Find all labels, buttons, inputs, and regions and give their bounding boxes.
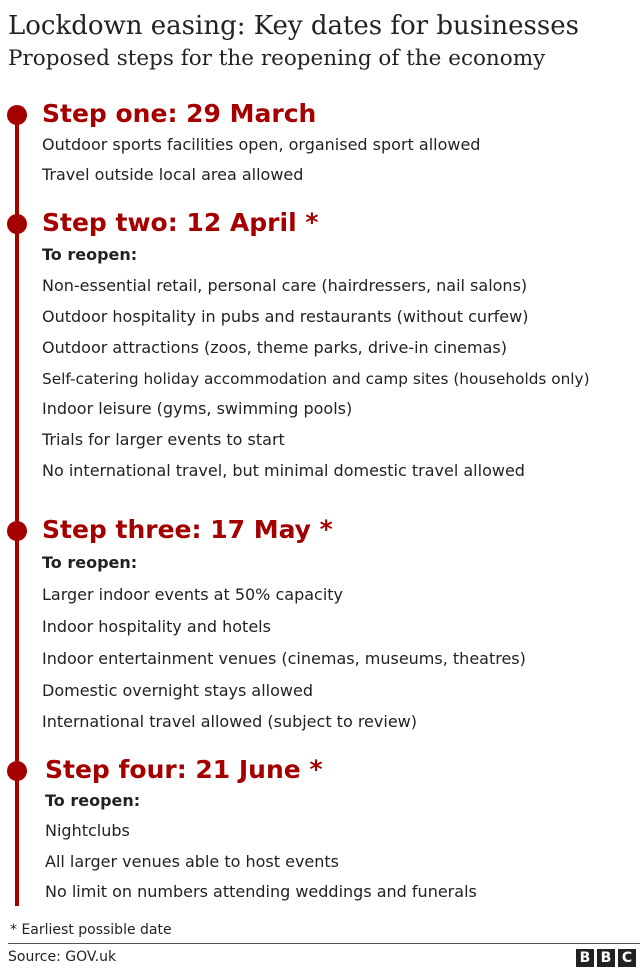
bbc-logo [576, 949, 636, 967]
page-title: Lockdown easing: Key dates for businesses [8, 11, 579, 41]
timeline-dot-step-two [7, 214, 27, 234]
step-two-item: Self-catering holiday accommodation and camp sites (households only) [42, 370, 590, 388]
step-two-item: Outdoor hospitality in pubs and restaurants (without curfew) [42, 307, 529, 326]
timeline-dot-step-four [7, 761, 27, 781]
footer-divider [8, 943, 640, 944]
step-two-item: Outdoor attractions (zoos, theme parks, drive-in cinemas) [42, 338, 507, 357]
step-two-item: Trials for larger events to start [42, 430, 285, 449]
step-three-item: International travel allowed (subject to review) [42, 712, 417, 731]
step-four-item: All larger venues able to host events [45, 852, 340, 871]
step-two-heading: Step two: 12 April * [42, 208, 319, 237]
bbc-logo-letter: B [576, 949, 594, 967]
step-two-subhead: To reopen: [42, 245, 138, 264]
step-two-item: Indoor leisure (gyms, swimming pools) [42, 399, 353, 418]
step-four-heading: Step four: 21 June * [45, 755, 323, 784]
step-three-heading: Step three: 17 May * [42, 515, 333, 544]
step-three-item: Larger indoor events at 50% capacity [42, 585, 344, 604]
step-three-item: Domestic overnight stays allowed [42, 681, 313, 700]
step-one-item: Outdoor sports facilities open, organised sport allowed [42, 135, 481, 154]
step-two-item: No international travel, but minimal domestic travel allowed [42, 461, 525, 480]
timeline-dot-step-three [7, 521, 27, 541]
source-credit: Source: GOV.uk [8, 949, 117, 965]
page-subtitle: Proposed steps for the reopening of the economy [8, 46, 546, 71]
bbc-logo-letter: B [597, 949, 615, 967]
step-three-subhead: To reopen: [42, 553, 138, 572]
step-two-item: Non-essential retail, personal care (hairdressers, nail salons) [42, 276, 528, 295]
footnote: * Earliest possible date [10, 922, 172, 938]
step-one-heading: Step one: 29 March [42, 99, 317, 128]
bbc-logo-letter: C [618, 949, 636, 967]
step-four-item: No limit on numbers attending weddings and funerals [45, 882, 477, 901]
step-four-subhead: To reopen: [45, 791, 141, 810]
step-three-item: Indoor entertainment venues (cinemas, museums, theatres) [42, 649, 526, 668]
step-three-item: Indoor hospitality and hotels [42, 617, 271, 636]
step-one-item: Travel outside local area allowed [42, 165, 304, 184]
step-four-item: Nightclubs [45, 821, 130, 840]
timeline-dot-step-one [7, 105, 27, 125]
